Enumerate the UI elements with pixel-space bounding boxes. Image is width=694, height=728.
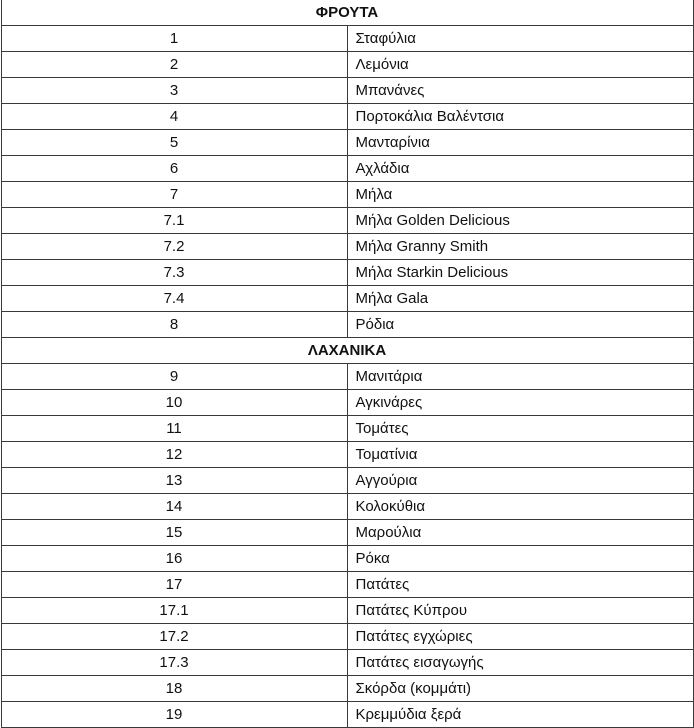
table-row <box>1 416 693 442</box>
item-name: Ρόκα <box>347 546 693 572</box>
item-number: 7.2 <box>1 234 347 260</box>
table-row <box>1 312 693 338</box>
table-row <box>1 598 693 624</box>
item-number: 12 <box>1 442 347 468</box>
item-name: Μήλα Gala <box>347 286 693 312</box>
item-number: 2 <box>1 52 347 78</box>
produce-table <box>1 0 694 728</box>
item-number: 10 <box>1 390 347 416</box>
item-number: 13 <box>1 468 347 494</box>
item-number: 1 <box>1 26 347 52</box>
item-name: Πατάτες εγχώριες <box>347 624 693 650</box>
item-number: 11 <box>1 416 347 442</box>
produce-table-body <box>1 0 693 728</box>
table-row <box>1 78 693 104</box>
item-name: Πατάτες <box>347 572 693 598</box>
item-name: Ρόδια <box>347 312 693 338</box>
item-name: Πορτοκάλια Βαλέντσια <box>347 104 693 130</box>
item-name: Λεμόνια <box>347 52 693 78</box>
table-row <box>1 650 693 676</box>
item-name: Τομάτες <box>347 416 693 442</box>
item-number: 17 <box>1 572 347 598</box>
item-number: 6 <box>1 156 347 182</box>
item-name: Μαρούλια <box>347 520 693 546</box>
table-row <box>1 52 693 78</box>
table-row <box>1 494 693 520</box>
table-row <box>1 260 693 286</box>
table-row <box>1 520 693 546</box>
item-number: 17.3 <box>1 650 347 676</box>
table-row <box>1 286 693 312</box>
section-header-row <box>1 338 693 364</box>
item-number: 4 <box>1 104 347 130</box>
table-row <box>1 104 693 130</box>
table-row <box>1 182 693 208</box>
item-number: 14 <box>1 494 347 520</box>
item-name: Μπανάνες <box>347 78 693 104</box>
item-name: Μανταρίνια <box>347 130 693 156</box>
item-name: Μήλα Starkin Delicious <box>347 260 693 286</box>
table-row <box>1 546 693 572</box>
table-row <box>1 364 693 390</box>
item-number: 5 <box>1 130 347 156</box>
table-row <box>1 234 693 260</box>
item-number: 8 <box>1 312 347 338</box>
table-row <box>1 572 693 598</box>
section-header-row <box>1 0 693 26</box>
item-number: 7.4 <box>1 286 347 312</box>
section-title-fruits: ΦΡΟΥΤΑ <box>1 0 693 26</box>
table-row <box>1 390 693 416</box>
item-name: Τοματίνια <box>347 442 693 468</box>
item-number: 7.1 <box>1 208 347 234</box>
item-name: Πατάτες Κύπρου <box>347 598 693 624</box>
item-name: Σκόρδα (κομμάτι) <box>347 676 693 702</box>
item-name: Κολοκύθια <box>347 494 693 520</box>
item-name: Κρεμμύδια ξερά <box>347 702 693 728</box>
table-row <box>1 156 693 182</box>
item-name: Πατάτες εισαγωγής <box>347 650 693 676</box>
table-row <box>1 442 693 468</box>
item-number: 18 <box>1 676 347 702</box>
table-row <box>1 676 693 702</box>
table-row <box>1 468 693 494</box>
table-row <box>1 130 693 156</box>
item-name: Μήλα Golden Delicious <box>347 208 693 234</box>
table-row <box>1 208 693 234</box>
item-name: Μήλα <box>347 182 693 208</box>
item-number: 17.1 <box>1 598 347 624</box>
item-name: Μήλα Granny Smith <box>347 234 693 260</box>
item-number: 16 <box>1 546 347 572</box>
item-name: Αχλάδια <box>347 156 693 182</box>
item-number: 7.3 <box>1 260 347 286</box>
table-row <box>1 26 693 52</box>
table-row <box>1 624 693 650</box>
section-title-vegetables: ΛΑΧΑΝΙΚΑ <box>1 338 693 364</box>
item-name: Αγκινάρες <box>347 390 693 416</box>
item-number: 19 <box>1 702 347 728</box>
item-number: 17.2 <box>1 624 347 650</box>
item-number: 9 <box>1 364 347 390</box>
item-number: 3 <box>1 78 347 104</box>
item-name: Σταφύλια <box>347 26 693 52</box>
item-number: 7 <box>1 182 347 208</box>
item-name: Αγγούρια <box>347 468 693 494</box>
item-number: 15 <box>1 520 347 546</box>
item-name: Μανιτάρια <box>347 364 693 390</box>
